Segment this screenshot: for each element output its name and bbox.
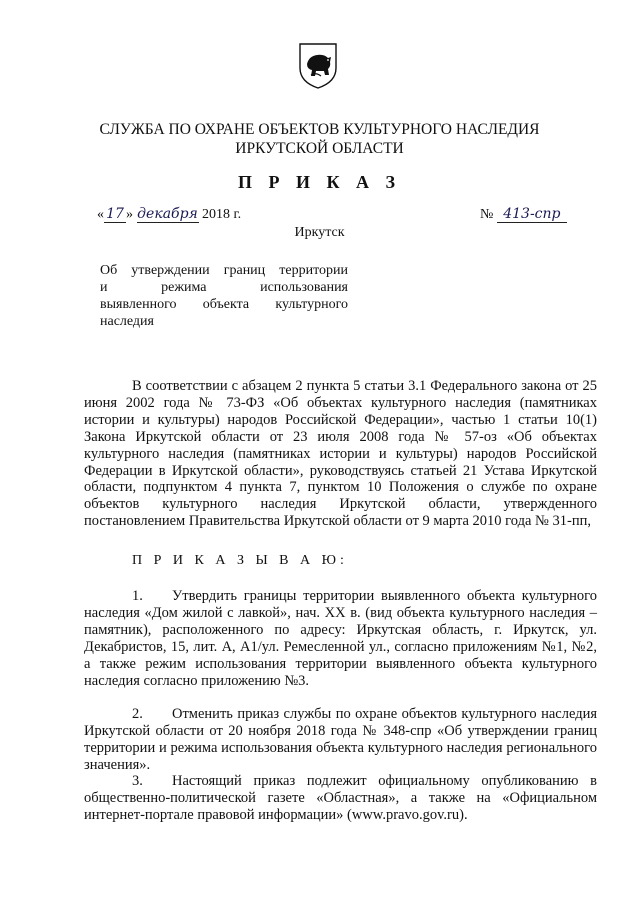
order-item-1: [84, 588, 597, 689]
date-day: 17: [104, 206, 126, 223]
item-2-text: Отменить приказ службы по охране объектов культурного наследия Иркутской области от 20 ноября 2018 года № 348-спр «Об утверждении границ территории и режима использования объекта культурного наследия регионального значения».: [84, 706, 597, 773]
number-value: 413-спр: [497, 206, 567, 223]
subject-line-3: выявленного объекта культурного: [100, 297, 348, 312]
city: Иркутск: [294, 225, 345, 240]
subject-line-1: Об утверждении границ территории: [100, 263, 348, 278]
order-item-3: [84, 773, 597, 824]
organization-name: [0, 120, 639, 158]
item-1-text: Утвердить границы территории выявленного объекта культурного наследия «Дом жилой с лавкой», нач. XX в. (вид объекта культурного наследия – памятник), расположенного по адресу: Иркутская область, г. Иркутск, ул. Декабристов, 15, лит. А, А1/ул. Ремесленной ул., согласно приложениям №1, №2, а также режим использования территории выявленного объекта культурного наследия согласно приложению №3.: [84, 588, 597, 689]
date-open-quote: «: [97, 207, 104, 222]
date-year: 2018 г.: [202, 207, 242, 222]
item-1-number: 1.: [132, 588, 143, 604]
organization-line-1: СЛУЖБА ПО ОХРАНЕ ОБЪЕКТОВ КУЛЬТУРНОГО НАСЛЕДИЯ: [99, 121, 540, 138]
organization-line-2: ИРКУТСКОЙ ОБЛАСТИ: [235, 140, 404, 157]
order-date: [97, 206, 241, 223]
subject-line-2: и режима использования: [100, 280, 348, 295]
order-number: [480, 206, 567, 223]
decree-heading: П Р И К А З Ы В А Ю:: [132, 553, 348, 568]
number-prefix: №: [480, 207, 494, 222]
item-3-number: 3.: [132, 773, 143, 789]
subject-line-4: наследия: [100, 314, 154, 329]
date-close-quote: »: [126, 207, 133, 222]
preamble-paragraph: В соответствии с абзацем 2 пункта 5 статьи 3.1 Федерального закона от 25 июня 2002 года № 73-ФЗ «Об объектах культурного наследия (памятниках истории и культуры) народов Российской Федерации», частью 1 статьи 10(1) Закона Иркутской области от 23 июля 2008 года № 57-оз «Об объектах культурного наследия (памятниках истории и культуры) народов Российской Федерации в Иркутской области», руководствуясь статьей 21 Устава Иркутской области, подпунктом 4 пункта 7, пунктом 10 Положения о службе по охране объектов культурного наследия Иркутской области, утвержденного постановлением Правительства Иркутской области от 9 марта 2010 года № 31-пп,: [84, 378, 597, 530]
coat-of-arms-emblem: [298, 42, 338, 90]
item-3-text: Настоящий приказ подлежит официальному опубликованию в общественно-политической газете «Областная», а также на «Официальном интернет-портале правовой информации» (www.pravo.gov.ru).: [84, 773, 597, 823]
order-subject: [100, 262, 348, 330]
date-month: декабря: [137, 206, 198, 222]
item-2-number: 2.: [132, 706, 143, 722]
order-item-2: [84, 706, 597, 774]
document-type-title: П Р И К А З: [237, 172, 402, 192]
